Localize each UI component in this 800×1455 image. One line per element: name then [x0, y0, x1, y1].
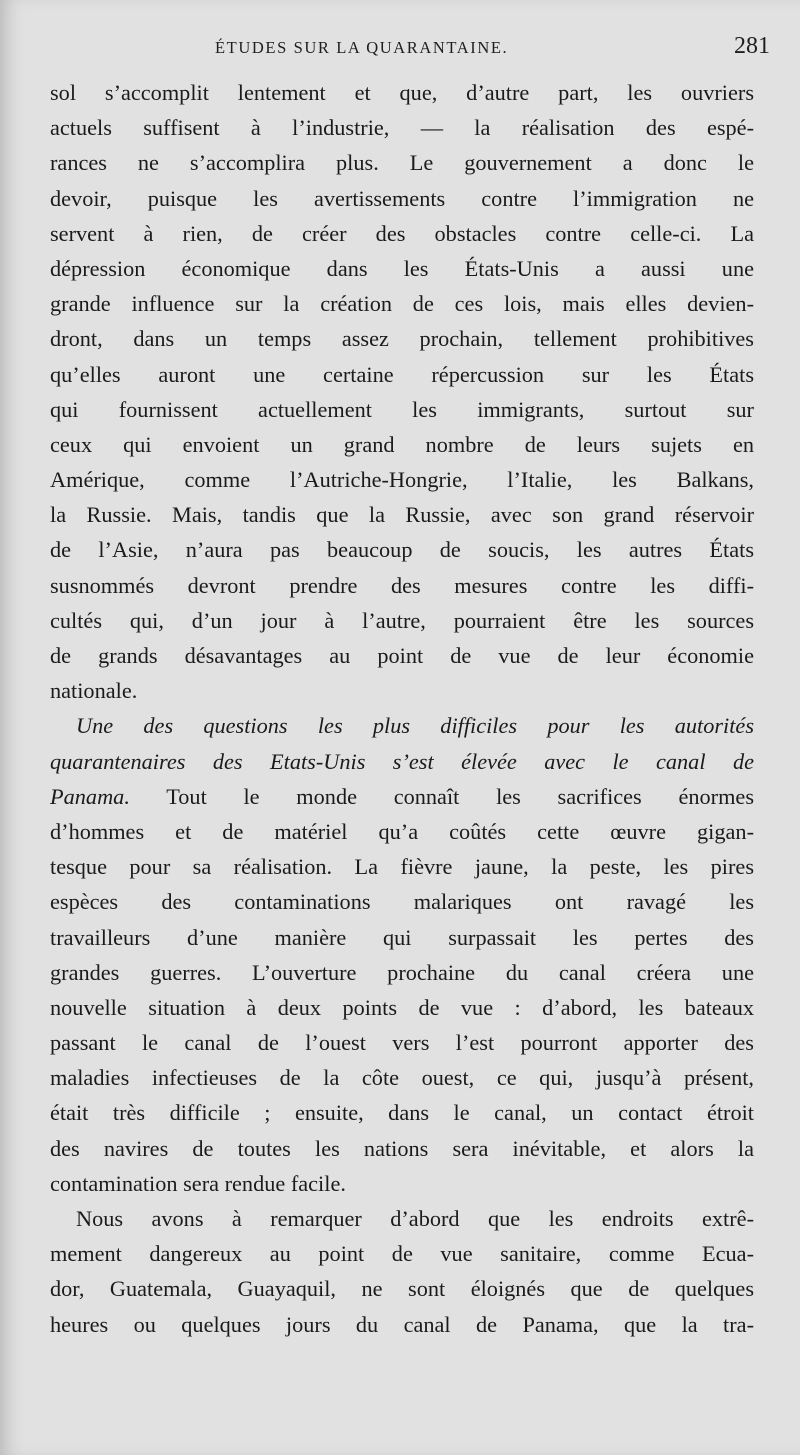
paragraph-3: [50, 1201, 754, 1342]
text-line: qui fournissent actuellement les immigrants, surtout sur: [50, 396, 754, 422]
text-line: heures ou quelques jours du canal de Panama, que la tra-: [50, 1311, 754, 1337]
text-line: passant le canal de l’ouest vers l’est pourront apporter des: [50, 1030, 754, 1056]
text-line: susnommés devront prendre des mesures contre les diffi-: [50, 572, 754, 598]
italic-word: Panama.: [50, 783, 130, 809]
text-line: nouvelle situation à deux points de vue : d’abord, les bateaux: [50, 994, 754, 1020]
text-line: dépression économique dans les États-Unis a aussi une: [50, 255, 754, 281]
italic-text-line: quarantenaires des Etats-Unis s’est élevée avec le canal de: [50, 748, 754, 774]
text-line: devoir, puisque les avertissements contre l’immigration ne: [50, 185, 754, 211]
roman-text: Tout le monde connaît les sacrifices énormes: [129, 783, 754, 809]
text-line: sol s’accomplit lentement et que, d’autre part, les ouvriers: [50, 80, 754, 105]
text-line: dor, Guatemala, Guayaquil, ne sont éloignés que de quelques: [50, 1276, 754, 1302]
text-line: dront, dans un temps assez prochain, tellement prohibitives: [50, 326, 754, 352]
text-line: grande influence sur la création de ces lois, mais elles devien-: [50, 291, 754, 317]
text-line: maladies infectieuses de la côte ouest, ce qui, jusqu’à présent,: [50, 1065, 754, 1091]
text-line: grandes guerres. L’ouverture prochaine du canal créera une: [50, 959, 754, 985]
page-number: 281: [734, 33, 770, 59]
running-title: ÉTUDES SUR LA QUARANTAINE.: [215, 38, 509, 57]
page-header: [0, 33, 800, 62]
text-line: actuels suffisent à l’industrie, — la réalisation des espé-: [50, 115, 754, 141]
text-line: Amérique, comme l’Autriche-Hongrie, l’Italie, les Balkans,: [50, 467, 754, 493]
text-line: ceux qui envoient un grand nombre de leurs sujets en: [50, 431, 754, 457]
text-line: d’hommes et de matériel qu’a coûtés cette œuvre gigan-: [50, 818, 754, 844]
text-line: de grands désavantages au point de vue de leur économie: [50, 643, 754, 668]
text-line: qu’elles auront une certaine répercussion sur les États: [50, 361, 754, 387]
italic-text-line: Une des questions les plus difficiles pour les autorités: [76, 713, 754, 739]
text-line: était très difficile ; ensuite, dans le canal, un contact étroit: [50, 1100, 754, 1126]
text-line: mement dangereux au point de vue sanitaire, comme Ecua-: [50, 1241, 754, 1267]
text-line: travailleurs d’une manière qui surpassait les pertes des: [50, 924, 754, 950]
paragraph-1: [50, 75, 754, 708]
text-line: rances ne s’accomplira plus. Le gouvernement a donc le: [50, 150, 754, 176]
text-line: Nous avons à remarquer d’abord que les endroits extrê-: [76, 1206, 754, 1231]
paragraph-2: [50, 708, 754, 1201]
text-line: cultés qui, d’un jour à l’autre, pourraient être les sources: [50, 607, 754, 633]
text-line: espèces des contaminations malariques ont ravagé les: [50, 889, 754, 915]
text-line: tesque pour sa réalisation. La fièvre jaune, la peste, les pires: [50, 854, 754, 880]
text-line: nationale.: [50, 678, 138, 704]
text-line: des navires de toutes les nations sera inévitable, et alors la: [50, 1135, 754, 1161]
body-text: [50, 75, 754, 1342]
text-line: la Russie. Mais, tandis que la Russie, avec son grand réservoir: [50, 502, 754, 528]
text-line: de l’Asie, n’aura pas beaucoup de soucis, les autres États: [50, 537, 754, 563]
text-line: contamination sera rendue facile.: [50, 1170, 346, 1196]
mixed-text-line: [50, 779, 754, 814]
text-line: servent à rien, de créer des obstacles contre celle-ci. La: [50, 220, 754, 246]
